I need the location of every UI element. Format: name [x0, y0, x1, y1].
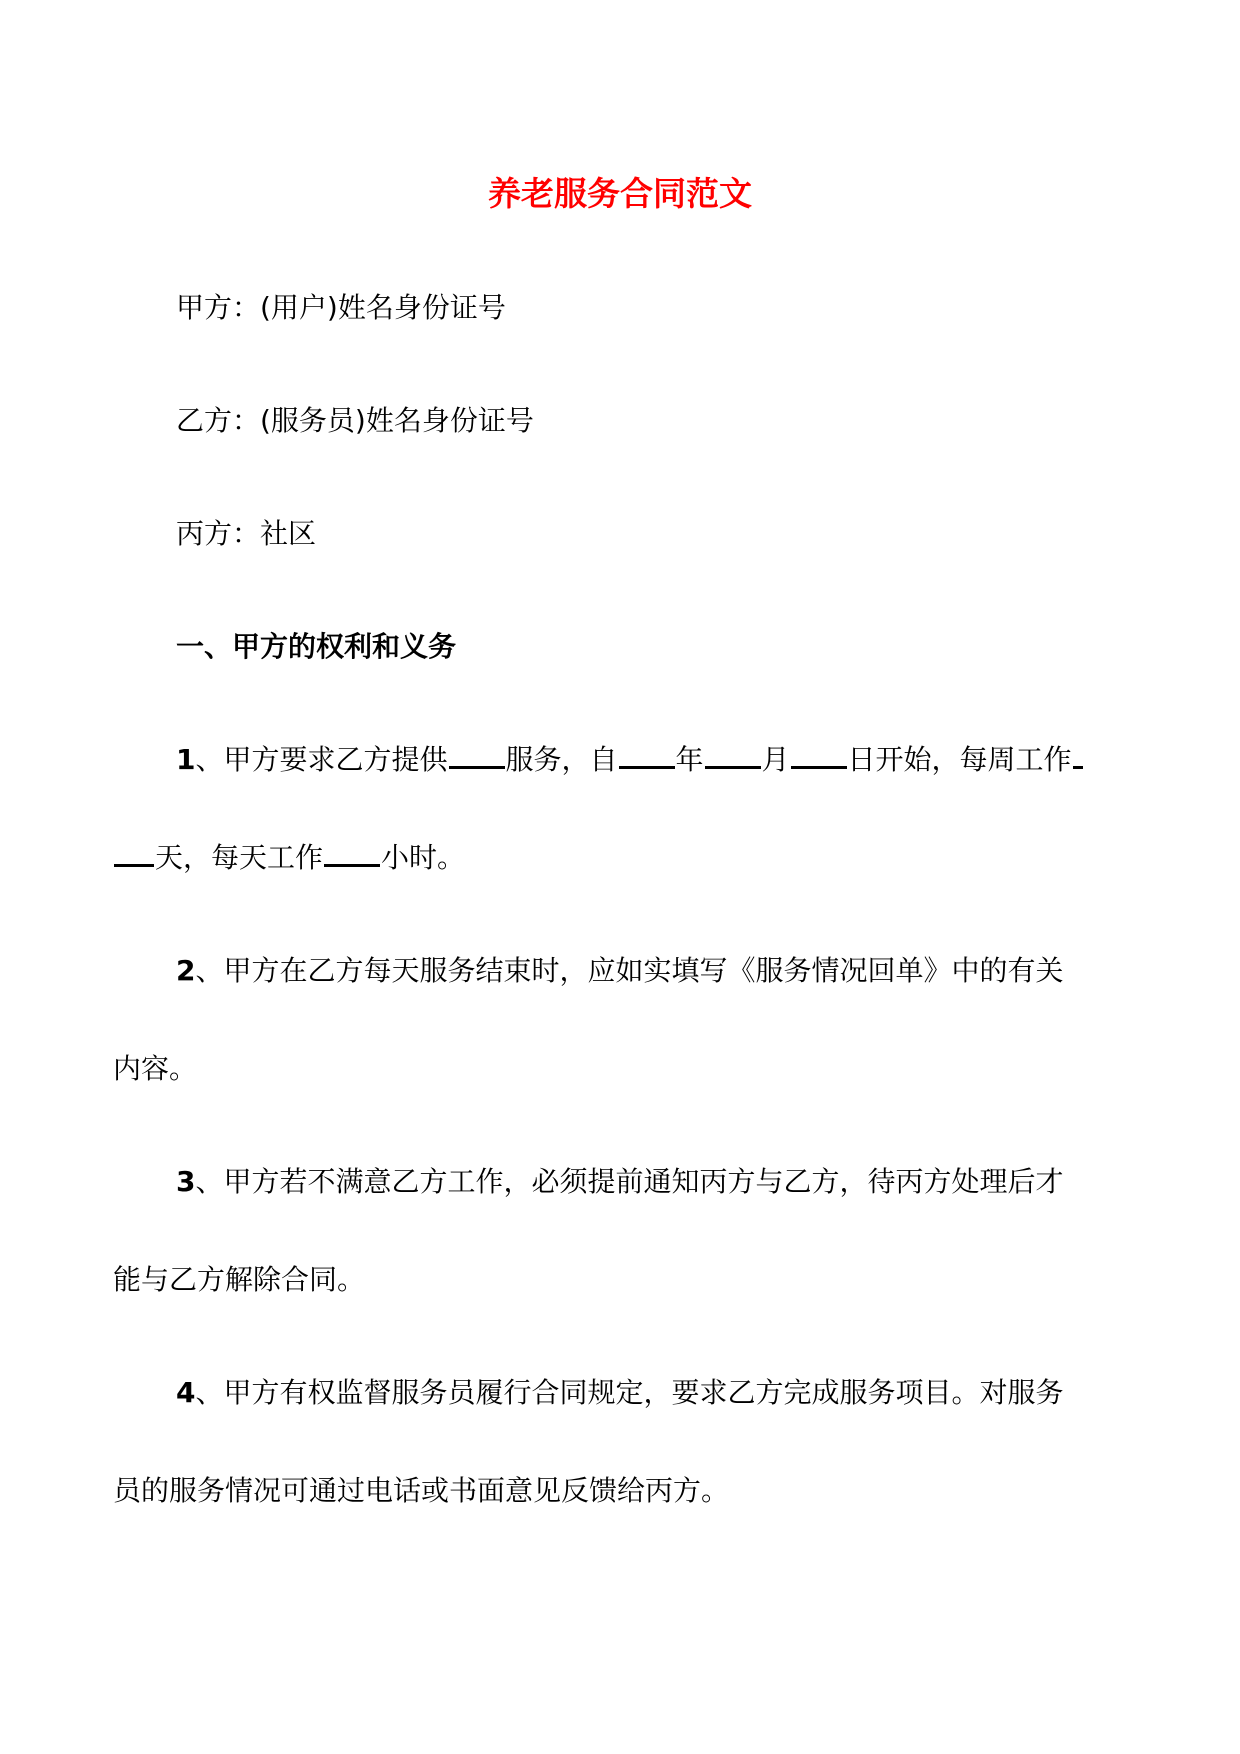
item-text: 、甲方若不满意乙方工作，必须提前通知丙方与乙方，待丙方处理后才	[195, 1165, 1064, 1198]
party-a-line: 甲方：(用户)姓名身份证号	[176, 291, 506, 324]
item-text: 月	[761, 743, 790, 776]
blank-field	[324, 840, 380, 867]
party-b-line: 乙方：(服务员)姓名身份证号	[176, 404, 534, 437]
item-number: 4	[176, 1376, 196, 1409]
blank-field	[705, 742, 761, 769]
item-3-line-2: 能与乙方解除合同。	[113, 1263, 366, 1296]
item-text: 年	[675, 743, 704, 776]
item-text: 日开始，每周工作	[847, 743, 1072, 776]
blank-field	[791, 742, 847, 769]
item-4-line-2: 员的服务情况可通过电话或书面意见反馈给丙方。	[113, 1474, 730, 1507]
document-title: 养老服务合同范文	[488, 174, 752, 213]
blank-field	[114, 840, 154, 867]
item-1-line-2	[113, 838, 465, 878]
item-number: 3	[176, 1165, 196, 1198]
blank-field	[619, 742, 675, 769]
item-3-line-1	[176, 1162, 1064, 1202]
item-text: 、甲方有权监督服务员履行合同规定，要求乙方完成服务项目。对服务	[195, 1376, 1064, 1409]
blank-field	[449, 742, 505, 769]
item-2-line-1	[176, 951, 1064, 991]
item-text: 、甲方要求乙方提供	[195, 743, 448, 776]
item-number: 2	[176, 954, 196, 987]
blank-field	[1073, 742, 1083, 769]
item-text: 服务，自	[505, 743, 618, 776]
item-text: 小时。	[381, 841, 466, 874]
section-heading-1: 一、甲方的权利和义务	[176, 630, 457, 663]
item-2-line-2: 内容。	[113, 1052, 198, 1085]
party-c-line: 丙方：社区	[176, 517, 317, 550]
item-text: 、甲方在乙方每天服务结束时，应如实填写《服务情况回单》中的有关	[195, 954, 1064, 987]
item-1-line-1	[176, 740, 1084, 780]
item-4-line-1	[176, 1373, 1064, 1413]
item-number: 1	[176, 743, 196, 776]
item-text: 天，每天工作	[155, 841, 324, 874]
